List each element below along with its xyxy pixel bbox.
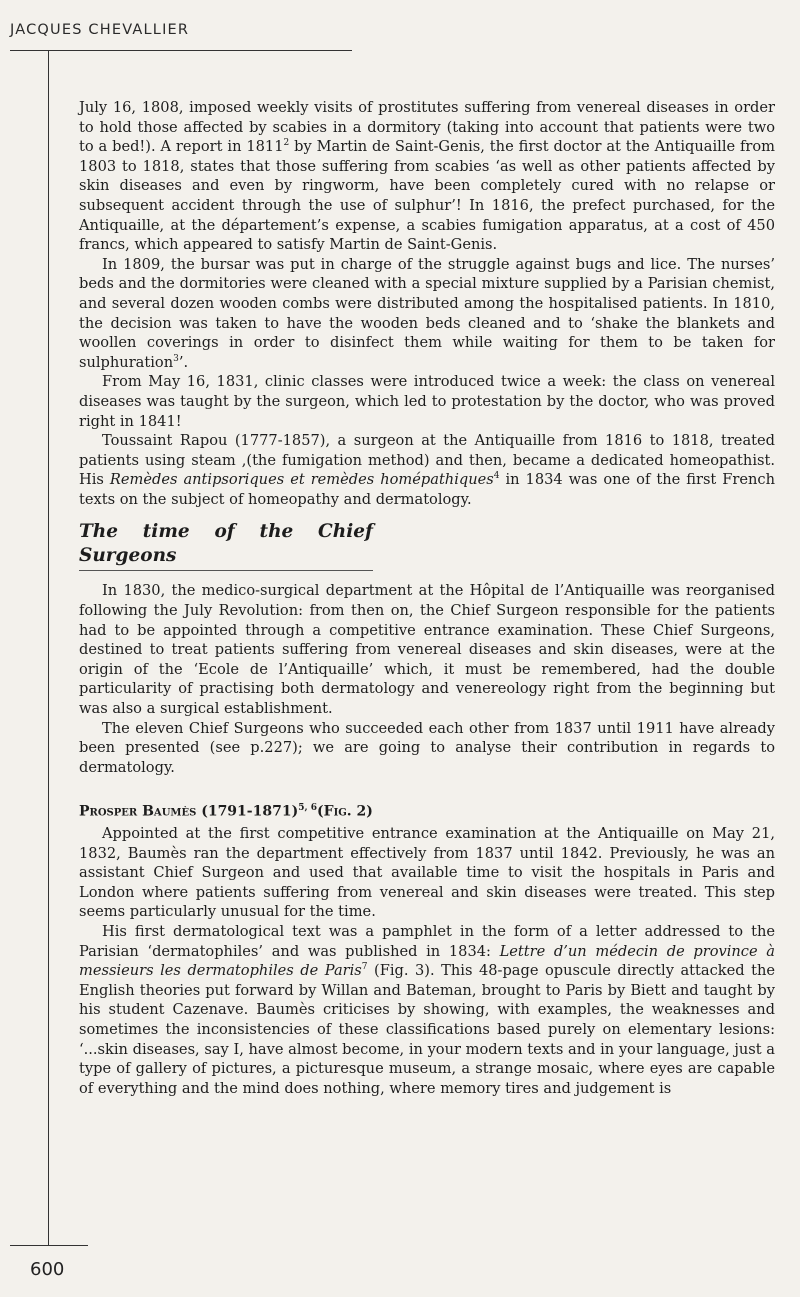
paragraph: The eleven Chief Surgeons who succeeded each other from 1837 until 1911 have already been presented (see p.227); we are going to analyse their contribution in regards to dermatology. [79,719,775,776]
paragraph: Appointed at the first competitive entrance examination at the Antiquaille on May 21, 1832, Baumès ran the department effectively from 1837 until 1842. Previously, he was an assistant Chief Surgeon and used that available time to visit the hospitals in Paris and London where patients suffering from venereal and skin diseases were treated. This step seems particularly unusual for the time. [79,825,775,921]
footnote-ref: 4 [493,471,500,482]
footer-rule [10,1245,88,1246]
footnote-ref: 3 [173,353,179,364]
paragraph: His first dermatological text was a pamphlet in the form of a letter addressed to the Parisian ‘dermatophiles’ and was published in 1834: Lettre d’un médecin de province à messieurs les dermatophiles de Paris$^7$ (Fig. 3). This 48-page opuscule directly attacked the English theories put forward by Willan and Bateman, brought to Paris by Biett and taught by his student Cazenave. Baumès criticises by showing, with examples, the weaknesses and sometimes the inconsistencies of these classifications based purely on elementary lesions: ‘...skin diseases, say I, have almost become, in your modern texts and in your language, just a type of gallery of pictures, a picturesque museum, a strange mosaic, where eyes are capable of everything and the mind does nothing, where memory tires and judgement is [79,923,776,1097]
running-head: JACQUES CHEVALLIER [10,22,190,38]
page-number: 600 [30,1259,65,1280]
paragraph: In 1830, the medico-surgical department at the Hôpital de l’Antiquaille was reorganised following the July Revolution: from then on, the Chief Surgeon responsible for the patients had to be appointed through a competitive entrance examination. These Chief Surgeons, destined to treat patients suffering from venereal diseases and skin diseases, were at the origin of the ‘Ecole de l’Antiquaille’ which, it must be remembered, had the double particularity of practising both dermatology and venereology right from the beginning but was also a surgical establishment. [79,582,775,718]
paragraph: From May 16, 1831, clinic classes were introduced twice a week: the class on venereal diseases was taught by the surgeon, which led to protestation by the doctor, who was proved right in 1841! [79,373,775,430]
section-heading: The time of the Chief Surgeons [79,520,373,571]
paragraph: In 1809, the bursar was put in charge of the struggle against bugs and lice. The nurses’ beds and the dormitories were cleaned with a special mixture supplied by a Parisian chemist, and several dozen wooden combs were distributed among the hospitalised patients. In 1810, the decision was taken to have the wooden beds cleaned and to ‘shake the blankets and woollen coverings in order to disinfect them while waiting for them to be taken for sulphuration$^3$’. [79,255,775,371]
footnote-ref: 2 [283,138,290,149]
body-text [79,98,775,1098]
margin-rule [48,50,49,1245]
paragraph: July 16, 1808, imposed weekly visits of prostitutes suffering from venereal diseases in order to hold those affected by scabies in a dormitory (taking into account that patients were two to a bed!). A report in 1811$^2$ by Martin de Saint-Genis, the first doctor at the Antiquaille from 1803 to 1818, states that those suffering from scabies ‘as well as other patients affected by skin diseases and even by ringworm, have been completely cured with no relapse or subsequent accident through the use of sulphur’! In 1816, the prefect purchased, for the Antiquaille, at the département’s expense, a scabies fumigation apparatus, at a cost of 450 francs, which appeared to satisfy Martin de Saint-Genis. [79,99,776,254]
subsection-heading: Prosper Baumès (1791-1871)$^{5, 6}$(Fig. 2) [79,803,373,821]
paragraph: Toussaint Rapou (1777-1857), a surgeon at the Antiquaille from 1816 to 1818, treated patients using steam ,(the fumigation method) and then, became a dedicated homeopathist. His Remèdes antipsoriques et remèdes homépathiques$^4$ in 1834 was one of the first French texts on the subject of homeopathy and dermatology. [79,432,775,508]
footnote-ref: 7 [361,962,368,973]
header-rule [10,50,352,51]
